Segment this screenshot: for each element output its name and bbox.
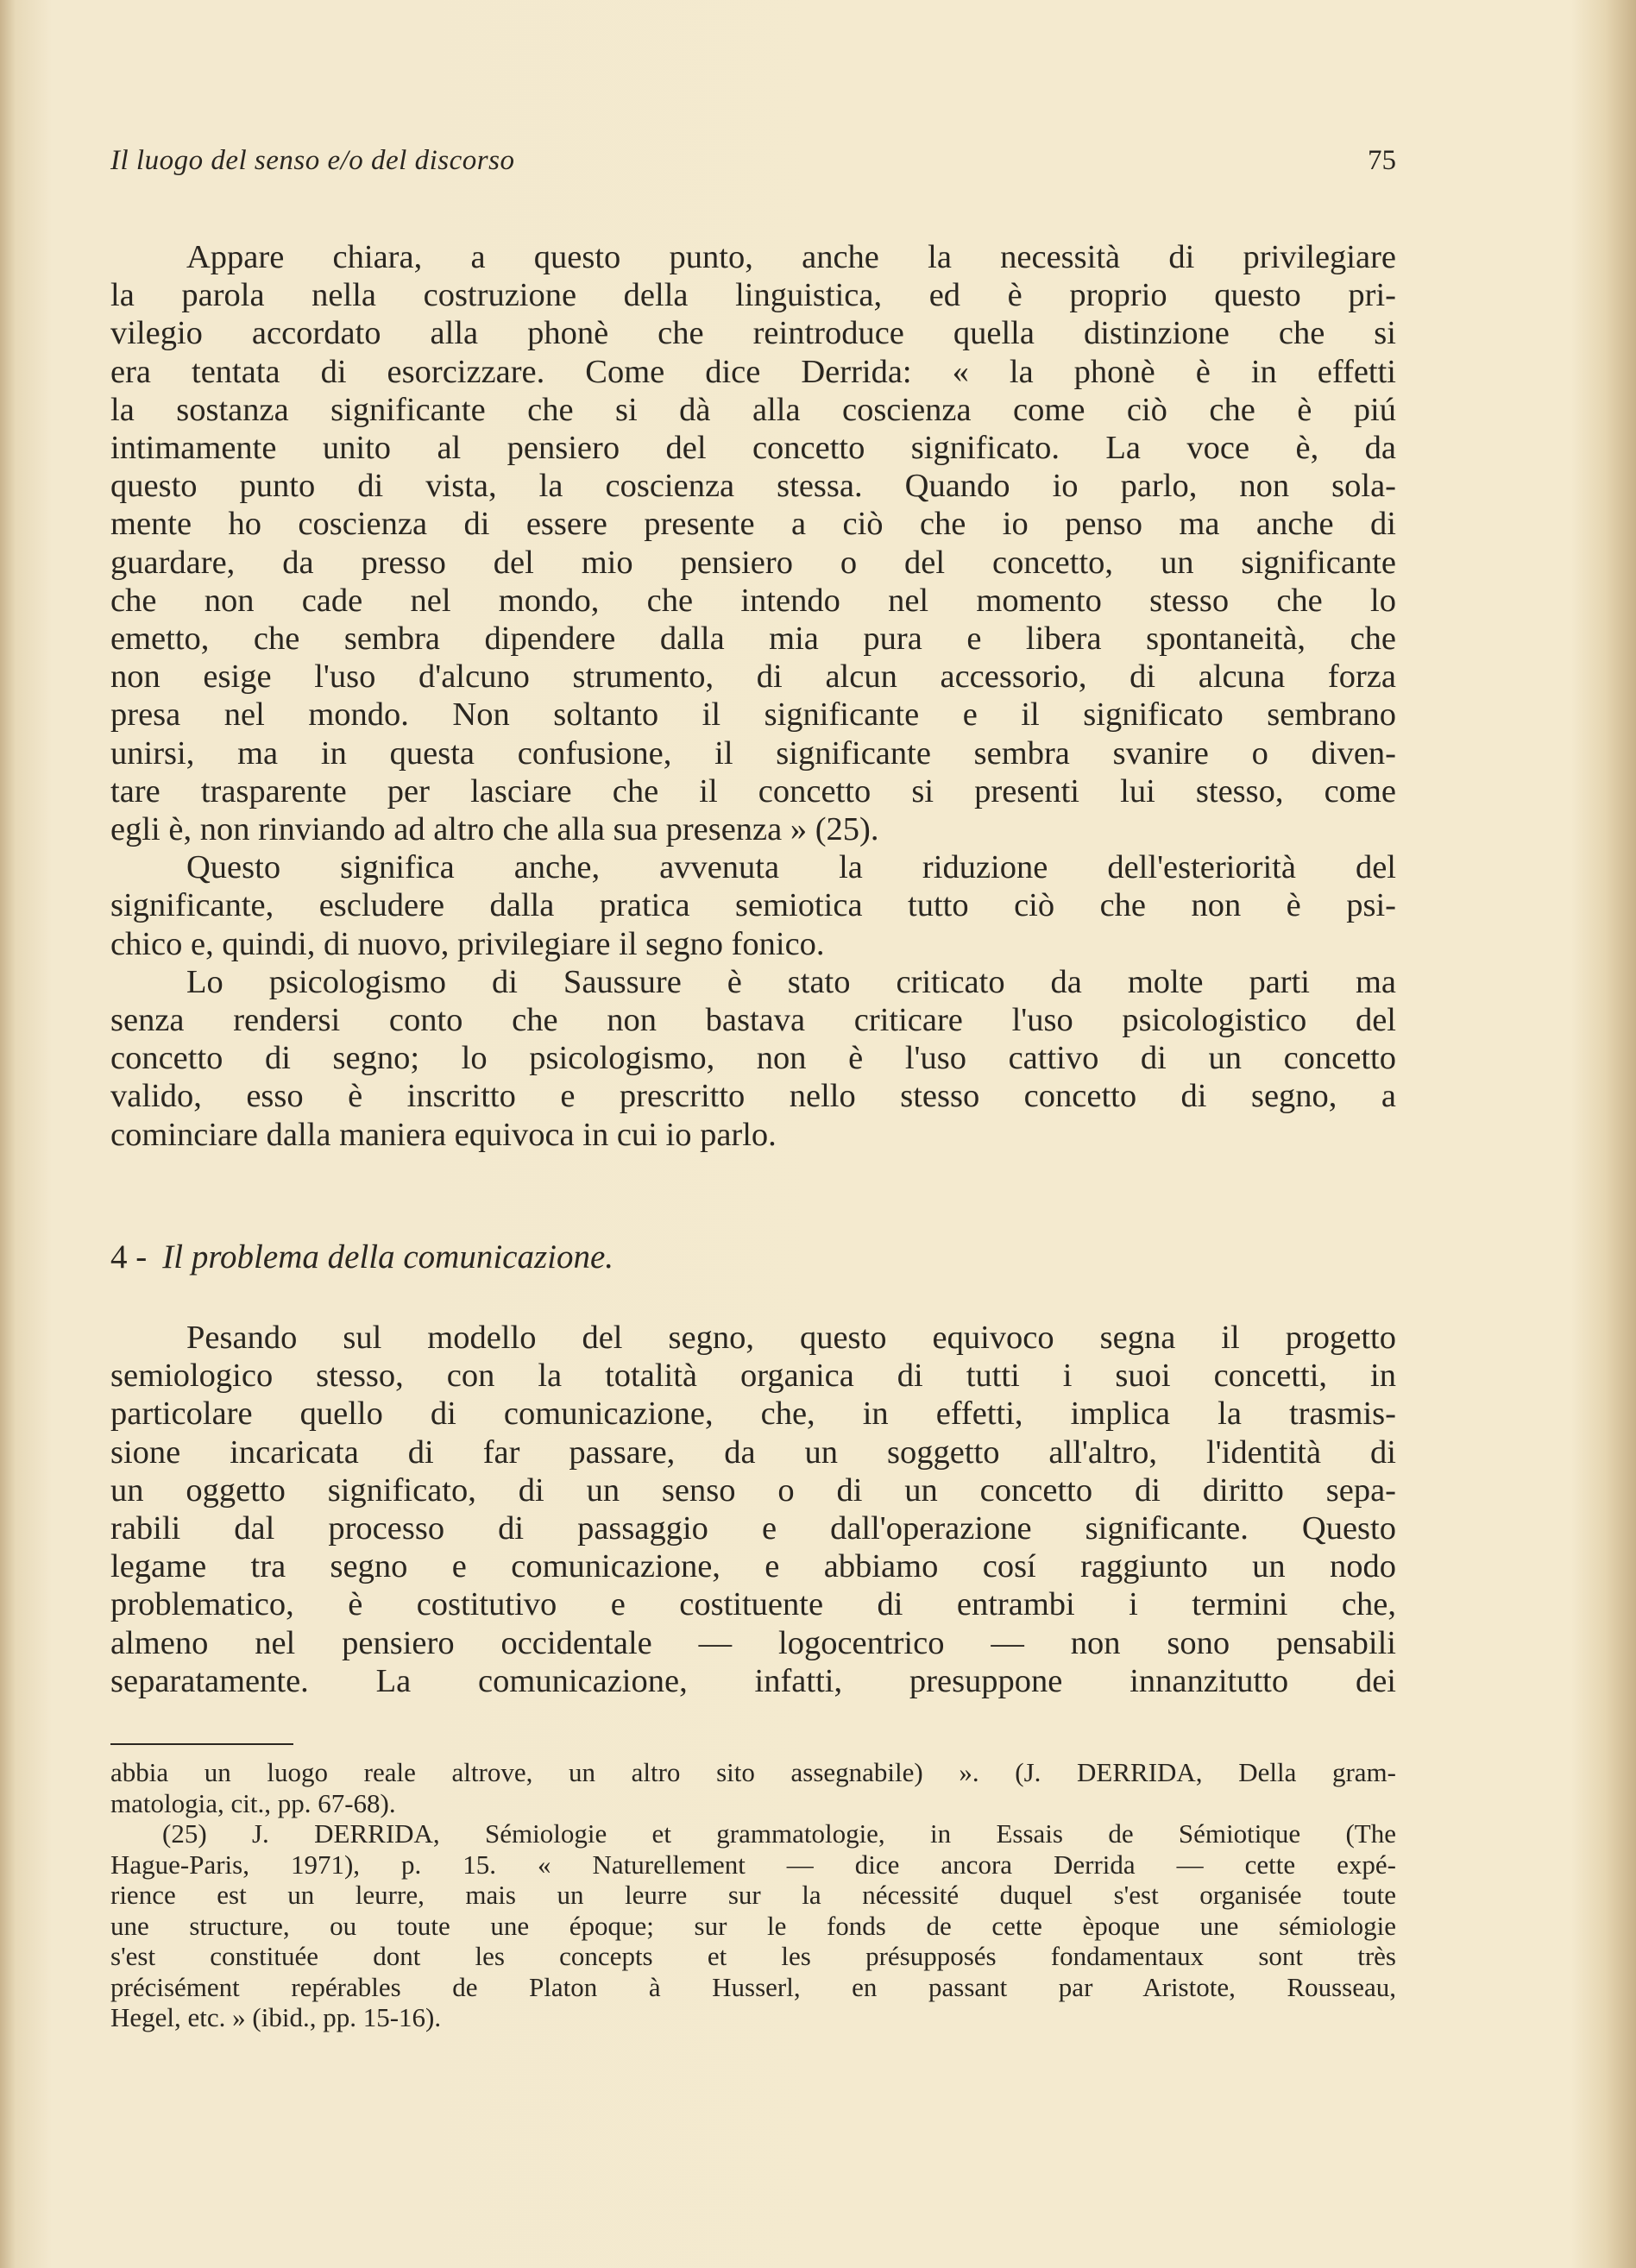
text-line: Pesando sul modello del segno, questo equivoco segna il progetto	[186, 1320, 1396, 1356]
footnote-line: Hague-Paris, 1971), p. 15. « Naturellement — dice ancora Derrida — cette expé-	[110, 1849, 1396, 1880]
body-text-2	[110, 1319, 1396, 1700]
section-heading	[110, 1238, 614, 1276]
text-line: senza rendersi conto che non bastava criticare l'uso psicologistico del	[110, 1002, 1396, 1039]
text-line: legame tra segno e comunicazione, e abbiamo cosí raggiunto un nodo	[110, 1548, 1396, 1585]
body-text-1	[110, 238, 1396, 1154]
text-line: separatamente. La comunicazione, infatti, presuppone innanzitutto dei	[110, 1662, 1396, 1699]
text-line: Lo psicologismo di Saussure è stato criticato da molte parti ma	[186, 963, 1396, 1000]
footnote-line: une structure, ou toute une époque; sur le fonds de cette èpoque une sémiologie	[110, 1910, 1396, 1941]
text-line: questo punto di vista, la coscienza stessa. Quando io parlo, non sola-	[110, 468, 1396, 505]
text-line: chico e, quindi, di nuovo, privilegiare il segno fonico.	[110, 925, 825, 962]
text-line: intimamente unito al pensiero del concetto significato. La voce è, da	[110, 430, 1396, 467]
text-line: Appare chiara, a questo punto, anche la necessità di privilegiare	[186, 239, 1396, 275]
text-line: particolare quello di comunicazione, che, in effetti, implica la trasmis-	[110, 1395, 1396, 1433]
text-line: era tentata di esorcizzare. Come dice Derrida: « la phonè è in effetti	[110, 353, 1396, 390]
footnote-line: rience est un leurre, mais un leurre sur la nécessité duquel s'est organisée toute	[110, 1880, 1396, 1910]
text-line: rabili dal processo di passaggio e dall'operazione significante. Questo	[110, 1510, 1396, 1547]
text-line: concetto di segno; lo psicologismo, non è l'uso cattivo di un concetto	[110, 1040, 1396, 1077]
text-line: almeno nel pensiero occidentale — logocentrico — non sono pensabili	[110, 1624, 1396, 1661]
footnotes	[110, 1757, 1396, 2033]
text-line: vilegio accordato alla phonè che reintroduce quella distinzione che si	[110, 315, 1396, 352]
text-line: egli è, non rinviando ad altro che alla sua presenza » (25).	[110, 811, 879, 848]
text-line: un oggetto significato, di un senso o di un concetto di diritto sepa-	[110, 1471, 1396, 1509]
text-line: sione incaricata di far passare, da un soggetto all'altro, l'identità di	[110, 1433, 1396, 1471]
text-line: problematico, è costitutivo e costituente di entrambi i termini che,	[110, 1586, 1396, 1623]
footnote-rule	[110, 1743, 293, 1745]
text-line: presa nel mondo. Non soltanto il significante e il significato sembrano	[110, 696, 1396, 734]
text-line: mente ho coscienza di essere presente a ciò che io penso ma anche di	[110, 506, 1396, 543]
text-line: tare trasparente per lasciare che il concetto si presenti lui stesso, come	[110, 772, 1396, 810]
footnote-line: Hegel, etc. » (ibid., pp. 15-16).	[110, 2002, 442, 2032]
running-title: Il luogo del senso e/o del discorso	[110, 145, 515, 176]
footnote-line: précisément repérables de Platon à Husserl, en passant par Aristote, Rousseau,	[110, 1971, 1396, 2002]
section-number: 4 -	[110, 1238, 148, 1276]
text-line: Questo significa anche, avvenuta la riduzione dell'esteriorità del	[186, 849, 1396, 886]
text-line: emetto, che sembra dipendere dalla mia pura e libera spontaneità, che	[110, 621, 1396, 658]
section-title: Il problema della comunicazione.	[162, 1238, 614, 1276]
footnote-line: abbia un luogo reale altrove, un altro sito assegnabile) ». (J. DERRIDA, Della gram-	[110, 1757, 1396, 1787]
text-line: significante, escludere dalla pratica semiotica tutto ciò che non è psi-	[110, 887, 1396, 924]
footnote-line: (25) J. DERRIDA, Sémiologie et grammatologie, in Essais de Sémiotique (The	[162, 1818, 1396, 1849]
text-line: cominciare dalla maniera equivoca in cui io parlo.	[110, 1116, 777, 1153]
text-line: non esige l'uso d'alcuno strumento, di alcun accessorio, di alcuna forza	[110, 658, 1396, 696]
page-number: 75	[1368, 145, 1396, 176]
footnote-line: matologia, cit., pp. 67-68).	[110, 1787, 396, 1818]
text-line: che non cade nel mondo, che intendo nel momento stesso che lo	[110, 582, 1396, 619]
text-line: guardare, da presso del mio pensiero o del concetto, un significante	[110, 544, 1396, 581]
text-line: la sostanza significante che si dà alla coscienza come ciò che è piú	[110, 391, 1396, 428]
footnote-line: s'est constituée dont les concepts et les présupposés fondamentaux sont très	[110, 1941, 1396, 1971]
text-line: valido, esso è inscritto e prescritto nello stesso concetto di segno, a	[110, 1078, 1396, 1115]
text-line: semiologico stesso, con la totalità organica di tutti i suoi concetti, in	[110, 1358, 1396, 1395]
text-line: unirsi, ma in questa confusione, il significante sembra svanire o diven-	[110, 734, 1396, 772]
text-line: la parola nella costruzione della linguistica, ed è proprio questo pri-	[110, 277, 1396, 314]
running-header	[110, 145, 1396, 177]
